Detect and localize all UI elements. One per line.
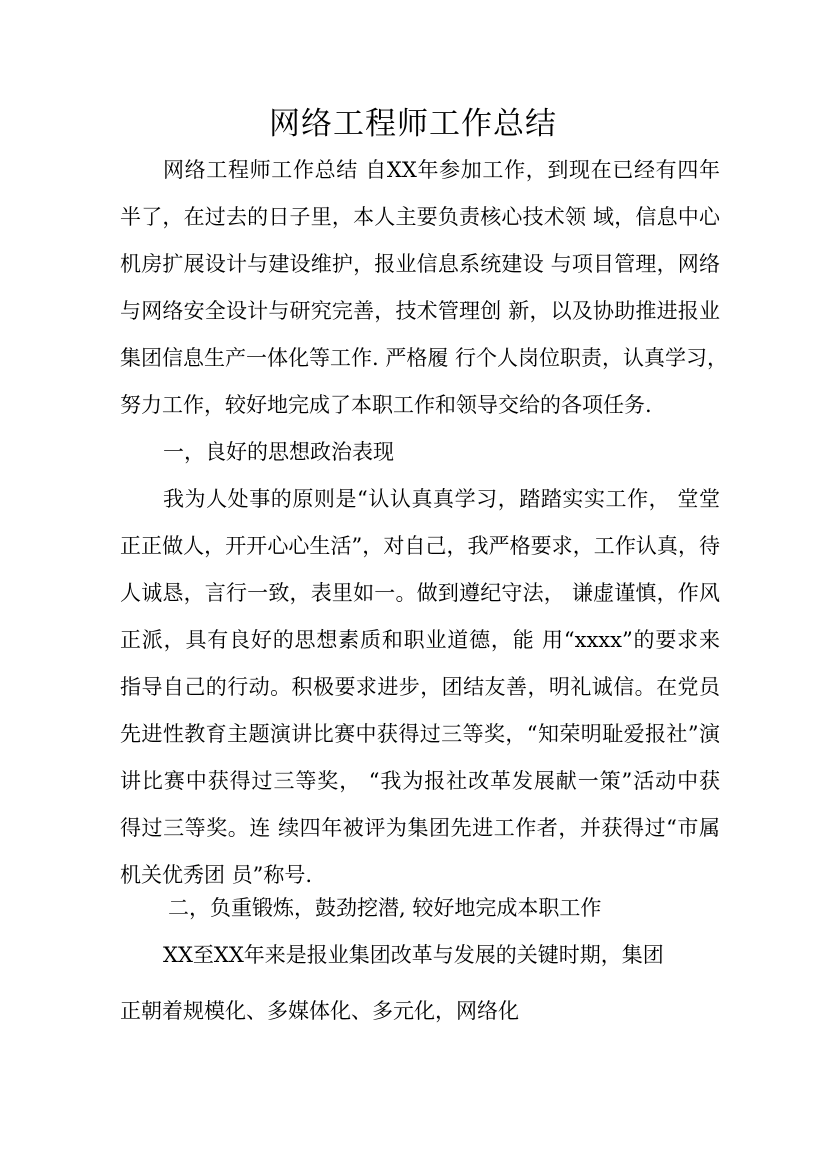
section-2-line-1: XX至XX年来是报业集团改革与发展的关键时期，集团: [163, 943, 664, 967]
section-1-heading: 一，良好的思想政治表现: [163, 440, 394, 464]
section-1-line-1: 我为人处事的原则是“认认真真学习，踏踏实实工作， 堂堂: [163, 487, 720, 511]
intro-line-1: 网络工程师工作总结 自XX年参加工作，到现在已经有四年: [163, 158, 720, 182]
intro-line-3: 机房扩展设计与建设维护，报业信息系统建设 与项目管理，网络: [120, 252, 720, 276]
section-2-line-2: 正朝着规模化、多媒体化、多元化，网络化: [120, 999, 519, 1023]
intro-line-2: 半了，在过去的日子里，本人主要负责核心技术领 域，信息中心: [120, 205, 720, 229]
section-1-line-8: 得过三等奖。连 续四年被评为集团先进工作者，并获得过“市属: [120, 816, 720, 840]
section-1-line-6: 先进性教育主题演讲比赛中获得过三等奖，“知荣明耻爱报社”演: [120, 722, 720, 746]
intro-line-6: 努力工作，较好地完成了本职工作和领导交给的各项任务.: [120, 393, 652, 417]
section-1-line-4: 正派，具有良好的思想素质和职业道德，能 用“xxxx”的要求来: [120, 628, 720, 652]
intro-line-4: 与网络安全设计与研究完善，技术管理创 新，以及协助推进报业: [120, 299, 720, 323]
section-2-heading: 二，负重锻炼，鼓劲挖潜, 较好地完成本职工作: [168, 896, 602, 920]
section-1-line-2: 正正做人，开开心心生活”，对自己，我严格要求，工作认真，待: [120, 534, 720, 558]
section-1-line-7: 讲比赛中获得过三等奖， “我为报社改革发展献一策”活动中获: [120, 769, 720, 793]
section-1-line-3: 人诚恳，言行一致，表里如一。做到遵纪守法， 谦虚谨慎，作风: [120, 581, 720, 605]
intro-line-5: 集团信息生产一体化等工作. 严格履 行个人岗位职责，认真学习，: [120, 346, 729, 370]
section-1-line-5: 指导自己的行动。积极要求进步，团结友善，明礼诚信。在党员: [120, 675, 720, 699]
document-title: 网络工程师工作总结: [269, 106, 557, 142]
section-1-line-9: 机关优秀团 员”称号.: [120, 863, 313, 887]
